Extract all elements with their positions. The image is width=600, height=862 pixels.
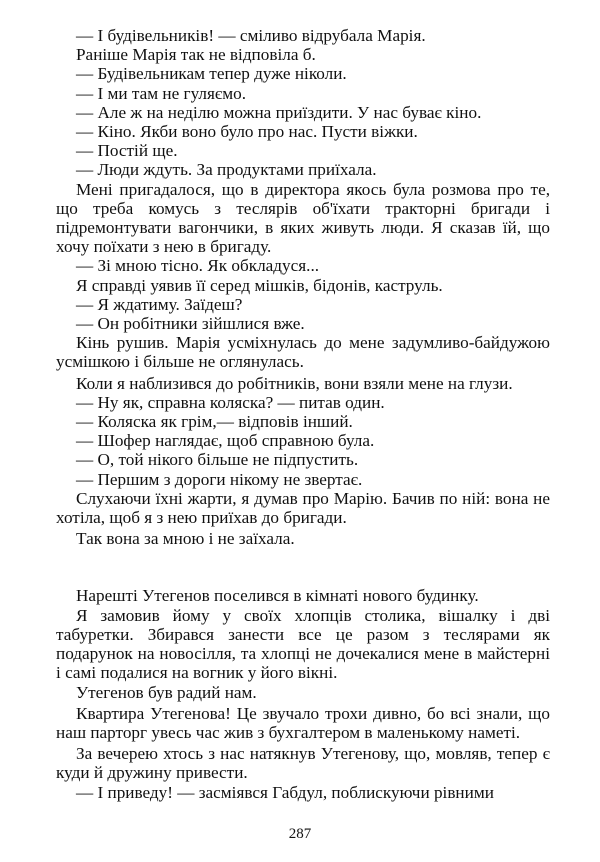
- paragraph: Квартира Утегенова! Це звучало трохи дивно, бо всі знали, що наш парторг увесь час жив з бухгалтером в маленькому наметі.: [56, 703, 550, 742]
- paragraph: Я справді уявив її серед мішків, бідонів, каструль.: [76, 275, 443, 295]
- paragraph: — Першим з дороги нікому не звертає.: [76, 469, 363, 489]
- paragraph: Нарешті Утегенов поселився в кімнаті нового будинку.: [76, 586, 479, 606]
- paragraph: — Он робітники зійшлися вже.: [76, 314, 305, 334]
- paragraph: Коли я наблизився до робітників, вони взяли мене на глузи.: [76, 373, 513, 393]
- paragraph: — Коляска як грім,— відповів інший.: [76, 412, 353, 432]
- paragraph: — І будівельників! — сміливо відрубала Марія.: [76, 26, 426, 45]
- paragraph: — Я ждатиму. Заїдеш?: [76, 294, 243, 314]
- paragraph: — Постій ще.: [76, 141, 178, 161]
- paragraph: Я замовив йому у своїх хлопців столика, вішалку і дві табуретки. Збирався занести все це разом з теслярами як подарунок на новосілля, та хлопці не дочекалися мене в майстерні і самі подалися на вогник у його вікні.: [56, 605, 550, 683]
- paragraph: Мені пригадалося, що в директора якось була розмова про те, що треба комусь з теслярів об'їхати тракторні бригади і підремонтувати вагончики, в яких живуть люди. Я сказав їй, що хочу поїхати з нею в бригаду.: [56, 179, 550, 257]
- paragraph: — О, той нікого більше не підпустить.: [76, 450, 359, 470]
- paragraph: — Ну як, справна коляска? — питав один.: [76, 392, 385, 412]
- paragraph: Кінь рушив. Марія усміхнулась до мене задумливо-байдужою усмішкою і більше не оглянулась.: [56, 333, 550, 372]
- paragraph: За вечерею хтось з нас натякнув Утегенову, що, мовляв, тепер є куди й дружину привести.: [56, 744, 550, 783]
- paragraph: — Зі мною тісно. Як обкладуся...: [76, 256, 320, 276]
- paragraph: — Люди ждуть. За продуктами приїхала.: [76, 160, 377, 180]
- page-number: 287: [288, 826, 312, 842]
- paragraph: Раніше Марія так не відповіла б.: [76, 45, 316, 65]
- paragraph: — Будівельникам тепер дуже ніколи.: [76, 64, 347, 84]
- paragraph: — І приведу! — засміявся Габдул, поблискуючи рівними: [76, 782, 494, 802]
- paragraph: — Кіно. Якби воно було про нас. Пусти віжки.: [76, 122, 418, 142]
- section-break: [56, 548, 550, 586]
- paragraph: — Але ж на неділю можна приїздити. У нас буває кіно.: [76, 102, 482, 122]
- paragraph: — Шофер наглядає, щоб справною була.: [76, 431, 375, 451]
- paragraph: Слухаючи їхні жарти, я думав про Марію. Бачив по ній: вона не хотіла, щоб я з нею приїхав до бригади.: [56, 488, 550, 528]
- paragraph: Так вона за мною і не заїхала.: [76, 529, 295, 549]
- page-text: [56, 26, 550, 802]
- paragraph: — І ми там не гуляємо.: [76, 83, 247, 103]
- paragraph: Утегенов був радий нам.: [76, 682, 257, 702]
